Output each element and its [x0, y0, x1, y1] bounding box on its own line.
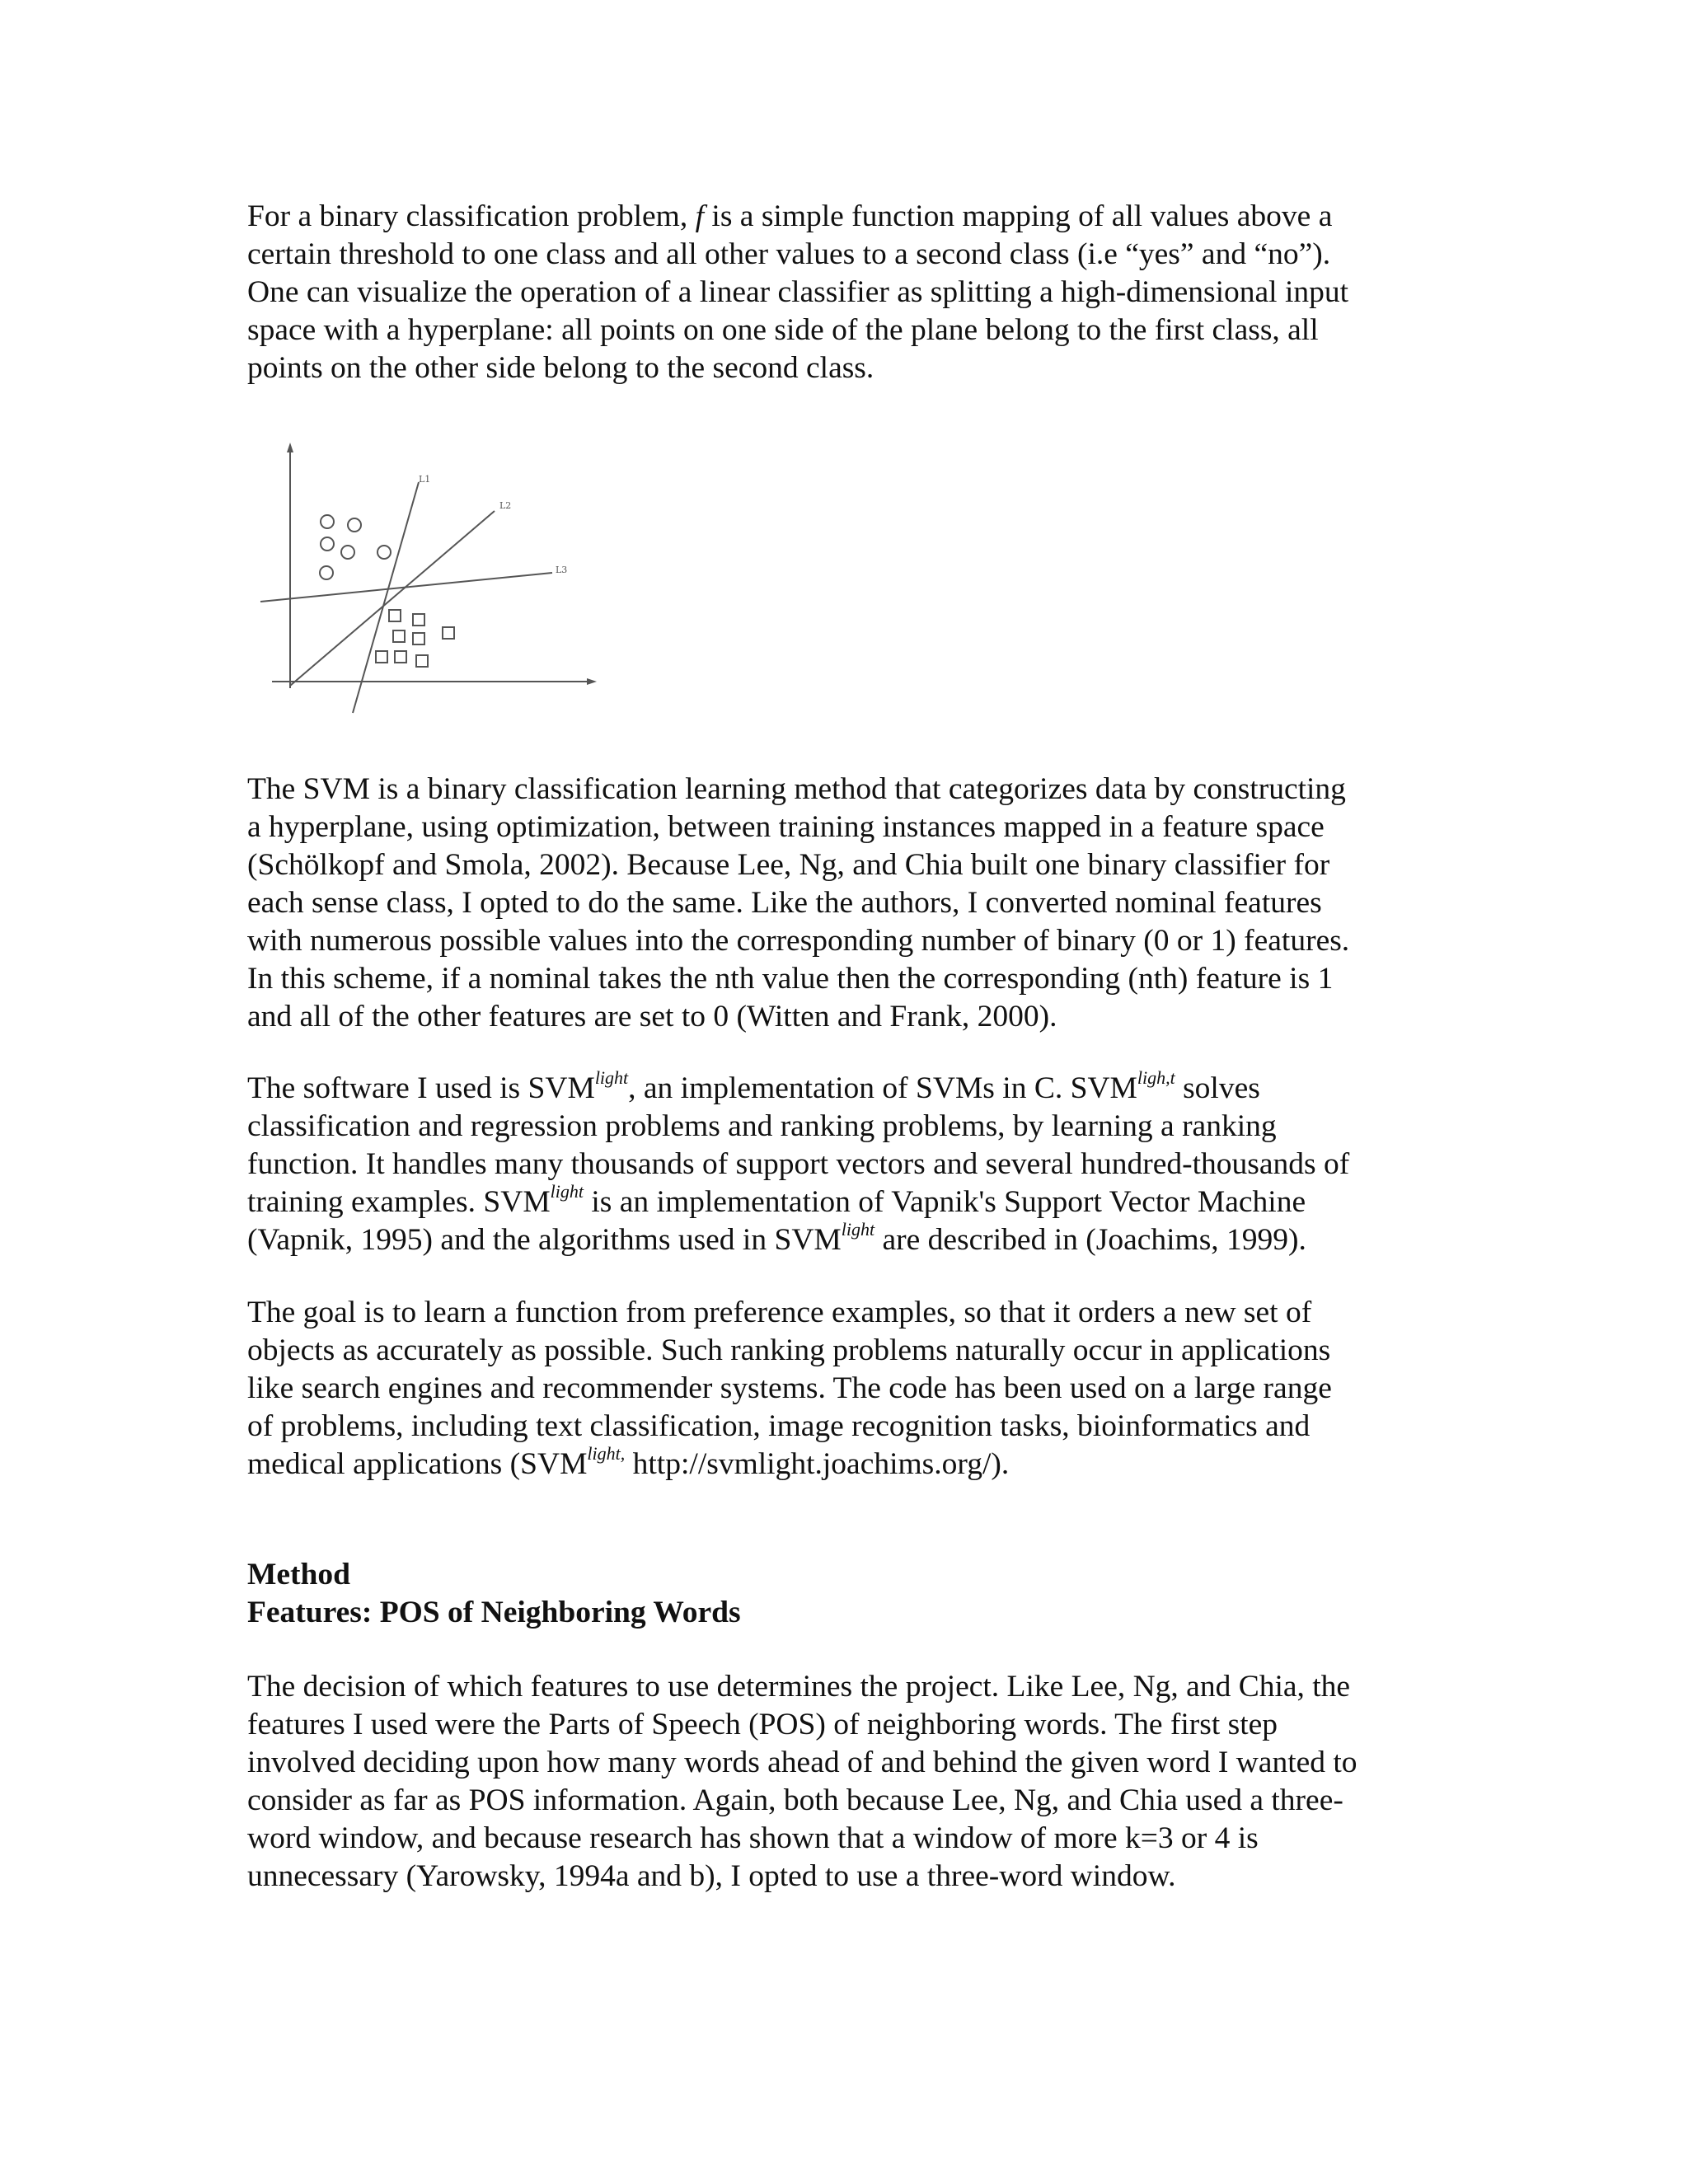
paragraph-goal	[247, 1294, 1451, 1483]
square-point	[413, 633, 424, 644]
paragraph-line: For a binary classification problem, f is a simple function mapping of all values above a	[247, 199, 1333, 233]
paragraph-line: consider as far as POS information. Again, both because Lee, Ng, and Chia used a three-	[247, 1783, 1343, 1817]
italic-f: f	[695, 199, 705, 233]
circle-point	[321, 537, 334, 551]
paragraph-line: space with a hyperplane: all points on one side of the plane belong to the first class, all	[247, 313, 1319, 347]
paragraph-line: with numerous possible values into the corresponding number of binary (0 or 1) features.	[247, 924, 1350, 958]
square-point	[416, 655, 428, 667]
square-point	[443, 627, 454, 639]
paragraph-line: function. It handles many thousands of support vectors and several hundred-thousands of	[247, 1147, 1350, 1181]
paragraph-line: features I used were the Parts of Speech (POS) of neighboring words. The first step	[247, 1708, 1278, 1741]
paragraph-line: certain threshold to one class and all other values to a second class (i.e “yes” and “no”).	[247, 237, 1331, 271]
line-l1	[353, 482, 419, 713]
paragraph-line: The software I used is $SVM^{light}$, an implementation of SVMs in C. $SVM^{ligh,t}$ solves	[247, 1066, 1260, 1105]
linear-classifier-figure	[247, 433, 610, 729]
paragraph-line: and all of the other features are set to 0 (Witten and Frank, 2000).	[247, 1000, 1057, 1033]
paragraph-line: The SVM is a binary classification learning method that categorizes data by constructing	[247, 772, 1346, 806]
paragraph-line: each sense class, I opted to do the same. Like the authors, I converted nominal features	[247, 886, 1322, 920]
paragraph-line: (Vapnik, 1995) and the algorithms used in $SVM^{light}$ are described in (Joachims, 1999).	[247, 1218, 1306, 1257]
paragraph-intro	[247, 198, 1451, 387]
paragraph-line: The decision of which features to use determines the project. Like Lee, Ng, and Chia, the	[247, 1670, 1351, 1704]
paragraph-line: classification and regression problems and ranking problems, by learning a ranking	[247, 1109, 1277, 1143]
circle-point	[341, 546, 354, 559]
paragraph-line: The goal is to learn a function from preference examples, so that it orders a new set of	[247, 1296, 1312, 1329]
paragraph-line: word window, and because research has shown that a window of more k=3 or 4 is	[247, 1821, 1259, 1855]
circle-point	[321, 515, 334, 528]
heading-method: Method	[247, 1558, 350, 1591]
paragraph-line: of problems, including text classification, image recognition tasks, bioinformatics and	[247, 1409, 1311, 1443]
label-l3: L3	[556, 565, 568, 575]
line-l2	[290, 511, 495, 686]
circle-points	[320, 515, 391, 579]
paragraph-svm	[247, 771, 1451, 1036]
circle-point	[320, 566, 333, 579]
heading-features: Features: POS of Neighboring Words	[247, 1596, 741, 1629]
section-heading	[247, 1556, 1451, 1632]
paragraph-line: points on the other side belong to the second class.	[247, 351, 874, 385]
paragraph-line: involved deciding upon how many words ahead of and behind the given word I wanted to	[247, 1746, 1357, 1779]
paragraph-line: a hyperplane, using optimization, between training instances mapped in a feature space	[247, 810, 1325, 844]
line-l3	[260, 573, 552, 602]
paragraph-features	[247, 1668, 1451, 1896]
paragraph-line: like search engines and recommender systems. The code has been used on a large range	[247, 1371, 1332, 1405]
y-axis-arrow	[287, 443, 293, 452]
square-point	[393, 630, 405, 642]
paragraph-line: medical applications ($SVM^{light,}$ http://svmlight.joachims.org/).	[247, 1442, 1010, 1481]
square-point	[389, 610, 401, 621]
x-axis-arrow	[587, 678, 597, 685]
paragraph-line: In this scheme, if a nominal takes the nth value then the corresponding (nth) feature is 1	[247, 962, 1334, 996]
label-l1: L1	[419, 474, 431, 485]
paragraph-software	[247, 1066, 1451, 1259]
paragraph-line: objects as accurately as possible. Such ranking problems naturally occur in applications	[247, 1333, 1331, 1367]
classifier-diagram	[247, 433, 610, 729]
paragraph-line: One can visualize the operation of a linear classifier as splitting a high-dimensional input	[247, 275, 1349, 309]
square-points	[376, 610, 454, 667]
square-point	[376, 651, 387, 663]
circle-point	[377, 546, 391, 559]
paragraph-line: training examples. $SVM^{light}$ is an implementation of Vapnik's Support Vector Machine	[247, 1180, 1306, 1219]
paragraph-line: unnecessary (Yarowsky, 1994a and b), I opted to use a three-word window.	[247, 1859, 1176, 1893]
square-point	[395, 651, 406, 663]
circle-point	[348, 518, 361, 532]
paragraph-line: (Schölkopf and Smola, 2002). Because Lee, Ng, and Chia built one binary classifier for	[247, 848, 1330, 882]
label-l2: L2	[499, 500, 512, 511]
square-point	[413, 614, 424, 626]
